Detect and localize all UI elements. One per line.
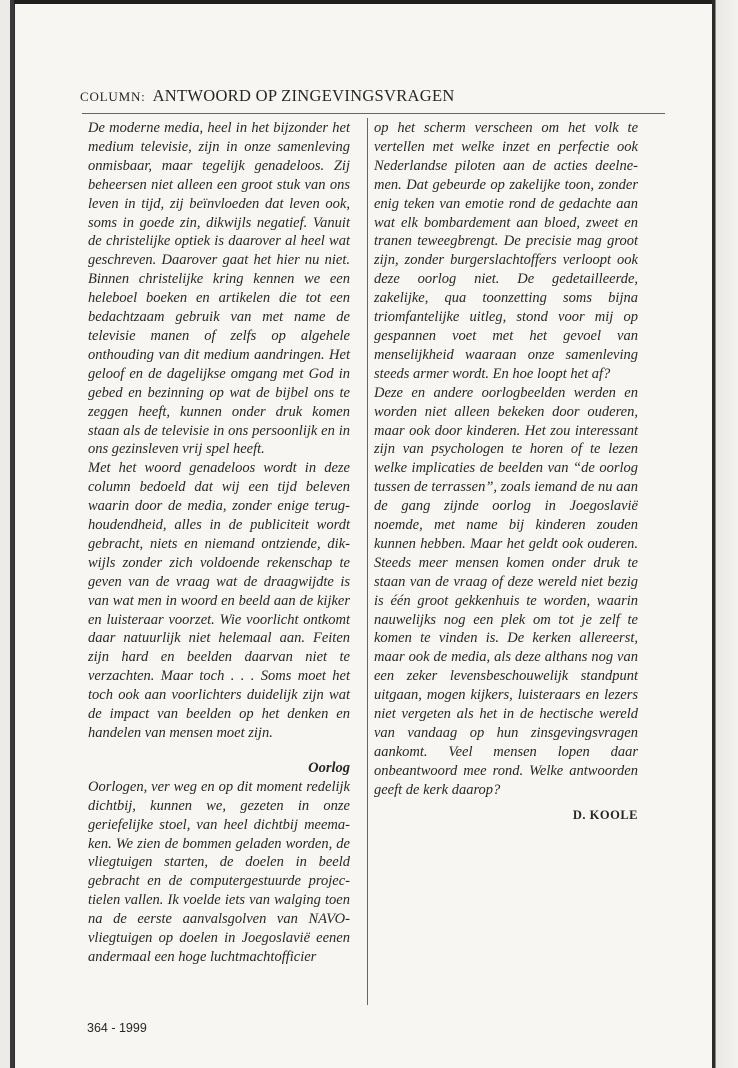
column-divider — [367, 118, 368, 1005]
page-right-edge — [712, 0, 738, 1068]
subheading-oorlog: Oorlog — [308, 759, 350, 776]
paragraph-intro: De moderne media, heel in het bijzonder het medium televisie, zijn in onze samenleving onmisbaar, maar tegelijk genadeloos. Zij beheersen niet alleen een groot stuk van ons leven in tijd, zij beïnvloeden dat leven ook, soms in goede zin, dikwijls negatief. Vanuit de christelijke optiek is daarover al heel wat geschreven. Daarover gaat het hier nu niet. Binnen christelijke kring kennen we een heleboel boeken en artikelen die tot een bedachtzaam gebruik van met name de televisie manen of zelfs op algehele onthouding van dit medium aandringen. Het geloof en de dagelijkse omgang met God in gebed en bezinning op wat de bijbel ons te zeggen heeft, kunnen onder druk komen staan als de televisie in ons persoonlijk en in ons gezinsleven vrij spel heeft. — [88, 120, 350, 458]
paragraph-genadeloos: Met het woord genadeloos wordt in deze column bedoeld dat wij een tijd beleven waarin door de media, zonder enige terughoudendheid, alles in de publiciteit wordt gebracht, niets en niemand ontziende, dikwijls zonder zich voldoende rekenschap te geven van de vraag wat de draagwijdte is van wat men in woord en beeld aan de kijker en luisteraar voorzet. Wie voorlicht ontkomt daar natuurlijk niet helemaal aan. Feiten zijn hard en beelden daarvan niet te verzachten. Maar toch . . . Soms moet het toch ook aan voorlichters duidelijk zijn wat de impact van beelden op het denken en handelen van mensen moet zijn. — [88, 460, 350, 741]
heading-rule — [82, 113, 665, 114]
column-title: ANTWOORD OP ZINGEVINGSVRAGEN — [152, 86, 455, 105]
paragraph-oorlogbeelden: Deze en andere oorlogbeelden werden en worden niet alleen bekeken door ouderen, maar ook door kinderen. Het zou interessant zijn van psychologen te horen of te lezen welke implicaties de beelden van “de oorlog tussen de terrassen”, zoals iemand de nu aan de gang zijnde oorlog in Joegoslavië noemde, met name bij kinderen zouden kunnen hebben. Maar het geldt ook ouderen. Steeds meer mensen komen onder druk te staan van de vraag of deze wereld niet bezig is één groot gekkenhuis te worden, waarin nauwelijks nog een plek om tot je zelf te komen te vinden is. De kerken allereerst, maar ook de media, als deze althans nog van een zeker levensbeschouwelijk standpunt uitgaan, mogen kijkers, luisteraars en lezers niet vergeten als het in de hectische wereld van vandaag op hun zinsgevingsvragen aankomt. Veel mensen lopen daar onbeantwoord mee rond. Welke antwoorden geeft de kerk daarop? — [374, 384, 638, 798]
right-column — [374, 119, 638, 825]
column-heading — [80, 86, 680, 106]
paragraph-oorlog: Oorlogen, ver weg en op dit moment redelijk dichtbij, kunnen we, gezeten in onze geriefelijke stoel, van heel dichtbij meemaken. We zien de bommen geladen worden, de vliegtuigen starten, de doelen in beeld gebracht en de computergestuurde projectielen vallen. Ik voelde iets van walging toen na de eerste aanvalsgolven van NAVO-vliegtuigen op doelen in Joegoslavië eenen andermaal een hoge luchtmachtofficier — [88, 778, 350, 965]
page-number: 364 - 1999 — [87, 1021, 147, 1035]
left-column — [88, 119, 350, 967]
author-signature: D. KOOLE — [572, 807, 638, 822]
column-label: COLUMN: — [80, 89, 146, 104]
paragraph-scherm: op het scherm verscheen om het volk te vertellen met welke inzet en perfectie ook Nederlandse piloten aan de acties deelnemen. Dat gebeurde op zakelijke toon, zonder enig teken van emotie rond de gedachte aan wat elk bombardement aan bloed, zweet en tranen teweegbrengt. De precisie mag groot zijn, zonder burgerslachtoffers verloopt ook deze oorlog niet. De gedetailleerde, zakelijke, qua toonzetting soms bijna triomfantelijke uitleg, stond voor mij op gespannen voet met het gevoel van menselijkheid waaraan onze samenleving steeds armer wordt. En hoe loopt het af? — [374, 120, 638, 382]
